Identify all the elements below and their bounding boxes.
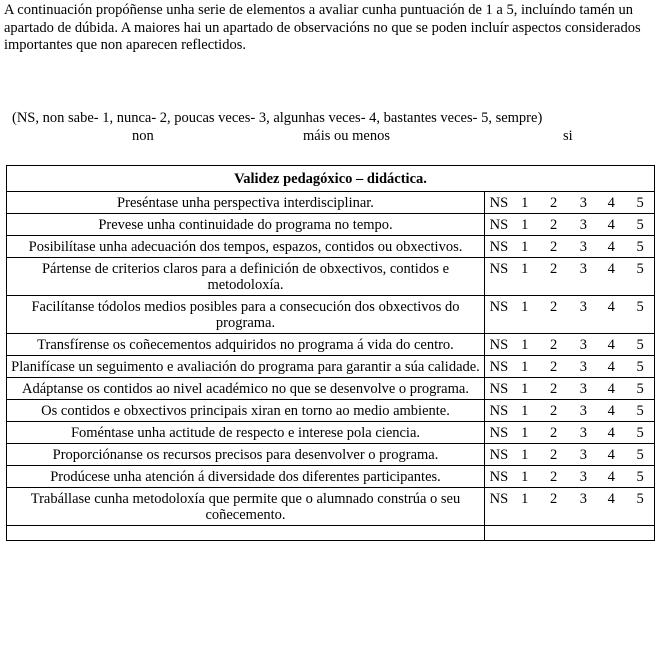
rating-option-ns[interactable]: NS — [489, 195, 509, 211]
rating-options — [485, 258, 655, 296]
rating-options — [485, 296, 655, 334]
rating-option-3[interactable]: 3 — [579, 195, 588, 211]
rating-option-4[interactable]: 4 — [607, 425, 615, 441]
rating-options — [485, 214, 655, 236]
rating-option-1[interactable]: 1 — [521, 425, 529, 441]
item-text: Trabállase cunha metodoloxía que permite que o alumnado constrúa o seu coñecemento. — [7, 488, 485, 526]
item-text: Os contidos e obxectivos principais xiran en torno ao medio ambiente. — [7, 400, 485, 422]
rating-option-4[interactable]: 4 — [607, 261, 615, 277]
rating-option-1[interactable]: 1 — [521, 299, 529, 315]
rating-option-2[interactable]: 2 — [549, 239, 558, 255]
scale-label-3: máis ou menos — [303, 128, 390, 144]
table-row — [7, 296, 655, 334]
item-text: Proporciónanse os recursos precisos para desenvolver o programa. — [7, 444, 485, 466]
rating-option-1[interactable]: 1 — [521, 469, 529, 485]
rating-option-ns[interactable]: NS — [489, 261, 509, 277]
rating-option-4[interactable]: 4 — [607, 403, 615, 419]
rating-option-2[interactable]: 2 — [549, 491, 558, 507]
item-text: Prevese unha continuidade do programa no tempo. — [7, 214, 485, 236]
rating-options — [485, 192, 655, 214]
rating-option-5[interactable]: 5 — [636, 359, 644, 375]
rating-option-4[interactable]: 4 — [607, 217, 615, 233]
rating-option-1[interactable]: 1 — [521, 447, 529, 463]
rating-option-4[interactable]: 4 — [607, 447, 615, 463]
rating-option-5[interactable]: 5 — [636, 425, 644, 441]
rating-option-1[interactable]: 1 — [521, 491, 529, 507]
rating-option-ns[interactable]: NS — [489, 239, 509, 255]
rating-option-5[interactable]: 5 — [636, 261, 644, 277]
scale-legend: (NS, non sabe- 1, nunca- 2, poucas veces- 3, algunhas veces- 4, bastantes veces- 5, sempre) — [12, 110, 543, 126]
rating-option-3[interactable]: 3 — [579, 299, 588, 315]
rating-option-4[interactable]: 4 — [607, 381, 615, 397]
rating-option-5[interactable]: 5 — [636, 469, 644, 485]
scale-label-5: si — [563, 128, 573, 144]
rating-options — [485, 488, 655, 526]
rating-option-ns[interactable]: NS — [489, 217, 509, 233]
evaluation-table — [6, 165, 655, 541]
rating-options — [485, 356, 655, 378]
rating-option-4[interactable]: 4 — [607, 195, 615, 211]
rating-option-5[interactable]: 5 — [636, 195, 644, 211]
rating-option-3[interactable]: 3 — [579, 425, 588, 441]
table-row — [7, 192, 655, 214]
item-text: Preséntase unha perspectiva interdisciplinar. — [7, 192, 485, 214]
rating-options — [485, 466, 655, 488]
rating-options — [485, 422, 655, 444]
rating-option-2[interactable]: 2 — [549, 299, 558, 315]
rating-option-5[interactable]: 5 — [636, 299, 644, 315]
rating-options — [485, 400, 655, 422]
rating-option-ns[interactable]: NS — [489, 425, 509, 441]
rating-option-2[interactable]: 2 — [549, 381, 558, 397]
item-text: Prodúcese unha atención á diversidade dos diferentes participantes. — [7, 466, 485, 488]
rating-option-ns[interactable]: NS — [489, 447, 509, 463]
rating-option-3[interactable]: 3 — [579, 469, 588, 485]
rating-option-1[interactable]: 1 — [521, 403, 529, 419]
rating-option-1[interactable]: 1 — [521, 381, 529, 397]
scale-label-1: non — [132, 128, 154, 144]
rating-options — [485, 444, 655, 466]
rating-option-1[interactable]: 1 — [521, 261, 529, 277]
table-row — [7, 466, 655, 488]
table-row — [7, 444, 655, 466]
item-text: Transfírense os coñecementos adquiridos no programa á vida do centro. — [7, 334, 485, 356]
empty-cell — [7, 526, 485, 541]
rating-option-4[interactable]: 4 — [607, 469, 615, 485]
item-text: Adáptanse os contidos ao nivel académico no que se desenvolve o programa. — [7, 378, 485, 400]
table-row — [7, 236, 655, 258]
rating-option-2[interactable]: 2 — [549, 337, 558, 353]
table-header-row — [7, 166, 655, 192]
rating-option-2[interactable]: 2 — [549, 425, 558, 441]
rating-option-2[interactable]: 2 — [549, 469, 558, 485]
rating-option-5[interactable]: 5 — [636, 447, 644, 463]
rating-option-3[interactable]: 3 — [579, 491, 588, 507]
rating-option-1[interactable]: 1 — [521, 337, 529, 353]
rating-option-1[interactable]: 1 — [521, 195, 529, 211]
table-row — [7, 400, 655, 422]
rating-option-2[interactable]: 2 — [549, 359, 558, 375]
rating-option-4[interactable]: 4 — [607, 337, 615, 353]
rating-option-2[interactable]: 2 — [549, 447, 558, 463]
rating-option-4[interactable]: 4 — [607, 359, 615, 375]
rating-option-4[interactable]: 4 — [607, 491, 615, 507]
rating-options — [485, 236, 655, 258]
rating-option-5[interactable]: 5 — [636, 239, 644, 255]
rating-option-4[interactable]: 4 — [607, 299, 615, 315]
table-row — [7, 334, 655, 356]
rating-option-3[interactable]: 3 — [579, 447, 588, 463]
rating-option-2[interactable]: 2 — [549, 403, 558, 419]
rating-option-1[interactable]: 1 — [521, 359, 529, 375]
rating-option-1[interactable]: 1 — [521, 217, 529, 233]
item-text: Foméntase unha actitude de respecto e interese pola ciencia. — [7, 422, 485, 444]
rating-option-ns[interactable]: NS — [489, 469, 509, 485]
empty-row — [7, 526, 655, 541]
table-row — [7, 378, 655, 400]
empty-cell — [485, 526, 655, 541]
rating-option-3[interactable]: 3 — [579, 359, 588, 375]
rating-option-5[interactable]: 5 — [636, 217, 644, 233]
item-text: Pártense de criterios claros para a definición de obxectivos, contidos e metodoloxía. — [7, 258, 485, 296]
rating-option-3[interactable]: 3 — [579, 239, 588, 255]
rating-option-ns[interactable]: NS — [489, 381, 509, 397]
intro-paragraph: A continuación propóñense unha serie de elementos a avaliar cunha puntuación de 1 a 5, incluíndo tamén un apartado de dúbida. A maiores hai un apartado de observacións no que se poden incluír aspectos considerados importantes que non aparecen reflectidos. — [4, 2, 641, 53]
rating-option-5[interactable]: 5 — [636, 337, 644, 353]
rating-option-ns[interactable]: NS — [489, 359, 509, 375]
rating-option-ns[interactable]: NS — [489, 299, 509, 315]
rating-option-5[interactable]: 5 — [636, 491, 644, 507]
rating-option-ns[interactable]: NS — [489, 337, 509, 353]
rating-option-3[interactable]: 3 — [579, 261, 588, 277]
table-row — [7, 422, 655, 444]
table-header: Validez pedagóxico – didáctica. — [7, 166, 655, 192]
table-row — [7, 214, 655, 236]
rating-option-ns[interactable]: NS — [489, 403, 509, 419]
rating-option-4[interactable]: 4 — [607, 239, 615, 255]
rating-option-2[interactable]: 2 — [549, 217, 558, 233]
rating-options — [485, 378, 655, 400]
table-row — [7, 488, 655, 526]
rating-option-2[interactable]: 2 — [549, 261, 558, 277]
rating-option-5[interactable]: 5 — [636, 403, 644, 419]
item-text: Planifícase un seguimento e avaliación do programa para garantir a súa calidade. — [7, 356, 485, 378]
rating-option-3[interactable]: 3 — [579, 381, 588, 397]
item-text: Posibilítase unha adecuación dos tempos, espazos, contidos ou obxectivos. — [7, 236, 485, 258]
rating-option-2[interactable]: 2 — [549, 195, 558, 211]
rating-option-ns[interactable]: NS — [489, 491, 509, 507]
item-text: Facilítanse tódolos medios posibles para a consecución dos obxectivos do programa. — [7, 296, 485, 334]
rating-option-3[interactable]: 3 — [579, 217, 588, 233]
rating-options — [485, 334, 655, 356]
rating-option-5[interactable]: 5 — [636, 381, 644, 397]
rating-option-1[interactable]: 1 — [521, 239, 529, 255]
rating-option-3[interactable]: 3 — [579, 403, 588, 419]
rating-option-3[interactable]: 3 — [579, 337, 588, 353]
table-row — [7, 258, 655, 296]
table-row — [7, 356, 655, 378]
